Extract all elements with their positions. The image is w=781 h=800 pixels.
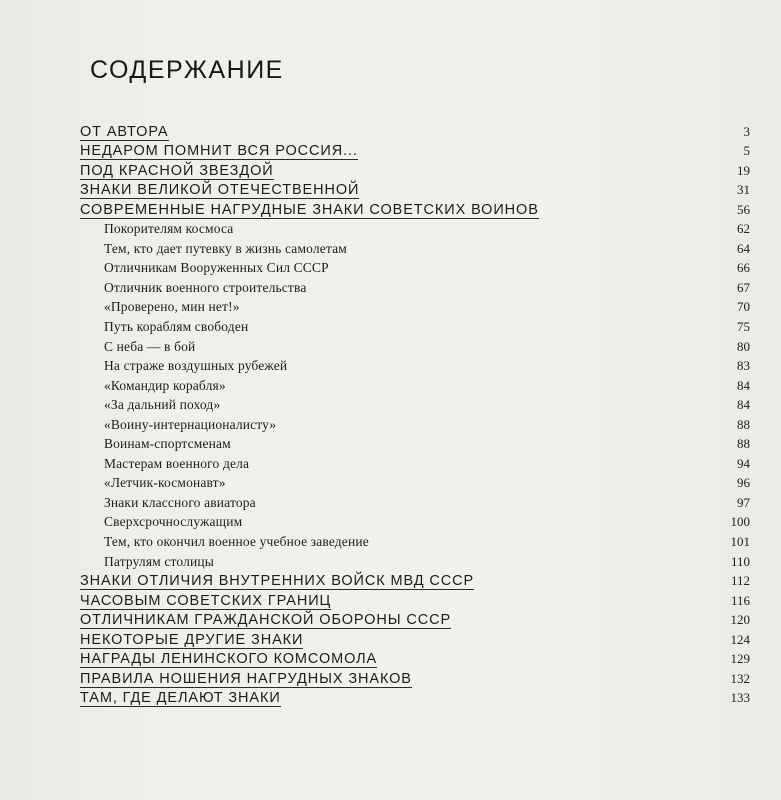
toc-entry-title: ЗНАКИ ОТЛИЧИЯ ВНУТРЕННИХ ВОЙСК МВД СССР [80, 573, 475, 590]
toc-entry-title: СОВРЕМЕННЫЕ НАГРУДНЫЕ ЗНАКИ СОВЕТСКИХ ВОИНОВ [80, 201, 539, 218]
toc-entry-title: Знаки классного авиатора [104, 494, 256, 510]
toc-entry-title: ОТ АВТОРА [80, 123, 169, 140]
toc-entry-title: ПРАВИЛА НОШЕНИЯ НАГРУДНЫХ ЗНАКОВ [80, 670, 412, 687]
toc-page-number: 129 [730, 651, 750, 667]
toc-entry-title: С неба — в бой [104, 338, 196, 354]
toc-entry-title: Патрулям столицы [104, 553, 214, 569]
toc-page-number: 100 [730, 514, 750, 530]
toc-entry-title: На страже воздушных рубежей [104, 358, 288, 374]
toc-page-number: 124 [730, 631, 750, 647]
toc-chapter-row [80, 669, 750, 689]
toc-section-row [80, 396, 750, 416]
toc-entry-title: Воинам-спортсменам [104, 436, 231, 452]
toc-page-number: 80 [737, 338, 750, 354]
toc-entry-title: Сверхсрочнослужащим [104, 514, 243, 530]
toc-chapter-row [80, 122, 750, 142]
toc-page-number: 66 [737, 260, 750, 276]
toc-section-row [80, 239, 750, 259]
toc-page-number: 88 [737, 416, 750, 432]
toc-entry-title: ПОД КРАСНОЙ ЗВЕЗДОЙ [80, 162, 274, 179]
toc-chapter-row [80, 572, 750, 592]
toc-entry-title: Тем, кто дает путевку в жизнь самолетам [104, 240, 347, 256]
toc-entry-title: «Летчик-космонавт» [104, 475, 226, 491]
toc-entry-title: Покорителям космоса [104, 221, 234, 237]
toc-section-row [80, 337, 750, 357]
toc-section-row [80, 278, 750, 298]
toc-chapter-row [80, 142, 750, 162]
toc-page-number: 83 [737, 358, 750, 374]
toc-page-number: 31 [737, 182, 750, 198]
toc-entry-title: НЕКОТОРЫЕ ДРУГИЕ ЗНАКИ [80, 631, 304, 648]
toc-entry-title: НЕДАРОМ ПОМНИТ ВСЯ РОССИЯ... [80, 143, 358, 160]
toc-page-number: 88 [737, 436, 750, 452]
toc-chapter-row [80, 181, 750, 201]
toc-section-row [80, 259, 750, 279]
page-title: СОДЕРЖАНИЕ [90, 56, 284, 84]
toc-section-row [80, 454, 750, 474]
toc-entry-title: «За дальний поход» [104, 397, 221, 413]
toc-entry-title: НАГРАДЫ ЛЕНИНСКОГО КОМСОМОЛА [80, 651, 378, 668]
toc-chapter-row [80, 591, 750, 611]
toc-section-row [80, 415, 750, 435]
toc-page-number: 84 [737, 397, 750, 413]
toc-chapter-row [80, 650, 750, 670]
toc-section-row [80, 493, 750, 513]
toc-entry-title: «Проверено, мин нет!» [104, 299, 240, 315]
toc-section-row [80, 376, 750, 396]
toc-chapter-row [80, 611, 750, 631]
toc-entry-title: ТАМ, ГДЕ ДЕЛАЮТ ЗНАКИ [80, 690, 281, 707]
toc-page-number: 56 [737, 201, 750, 217]
toc-entry-title: Мастерам военного дела [104, 455, 250, 471]
toc-entry-title: Отличник военного строительства [104, 279, 307, 295]
toc-entry-title: Тем, кто окончил военное учебное заведение [104, 534, 369, 550]
toc-page-number: 94 [737, 455, 750, 471]
toc-entry-title: «Воину-интернационалисту» [104, 416, 277, 432]
toc-page-number: 116 [730, 592, 750, 608]
table-of-contents [80, 122, 750, 708]
toc-page-number: 75 [737, 319, 750, 335]
toc-page-number: 5 [743, 143, 750, 159]
toc-chapter-row [80, 200, 750, 220]
toc-chapter-row [80, 630, 750, 650]
toc-page-number: 84 [737, 377, 750, 393]
toc-page-number: 133 [730, 690, 750, 706]
toc-page-number: 132 [730, 670, 750, 686]
toc-page-number: 96 [737, 475, 750, 491]
toc-page-number: 112 [730, 573, 750, 589]
toc-entry-title: ОТЛИЧНИКАМ ГРАЖДАНСКОЙ ОБОРОНЫ СССР [80, 612, 452, 629]
toc-page-number: 120 [730, 612, 750, 628]
toc-section-row [80, 513, 750, 533]
toc-section-row [80, 474, 750, 494]
toc-page-number: 101 [730, 534, 750, 550]
toc-entry-title: «Командир корабля» [104, 377, 226, 393]
toc-section-row [80, 357, 750, 377]
toc-chapter-row [80, 161, 750, 181]
toc-page-number: 67 [737, 279, 750, 295]
toc-entry-title: ЗНАКИ ВЕЛИКОЙ ОТЕЧЕСТВЕННОЙ [80, 182, 360, 199]
toc-section-row [80, 298, 750, 318]
toc-chapter-row [80, 689, 750, 709]
toc-section-row [80, 317, 750, 337]
toc-page-number: 110 [730, 553, 750, 569]
toc-page-number: 3 [743, 123, 750, 139]
toc-section-row [80, 532, 750, 552]
toc-page-number: 62 [737, 221, 750, 237]
toc-entry-title: ЧАСОВЫМ СОВЕТСКИХ ГРАНИЦ [80, 592, 332, 609]
toc-entry-title: Отличникам Вооруженных Сил СССР [104, 260, 329, 276]
toc-section-row [80, 435, 750, 455]
toc-page-number: 70 [737, 299, 750, 315]
toc-page-number: 97 [737, 494, 750, 510]
toc-entry-title: Путь кораблям свободен [104, 319, 249, 335]
toc-section-row [80, 552, 750, 572]
toc-page-number: 64 [737, 240, 750, 256]
toc-section-row [80, 220, 750, 240]
toc-page-number: 19 [737, 162, 750, 178]
